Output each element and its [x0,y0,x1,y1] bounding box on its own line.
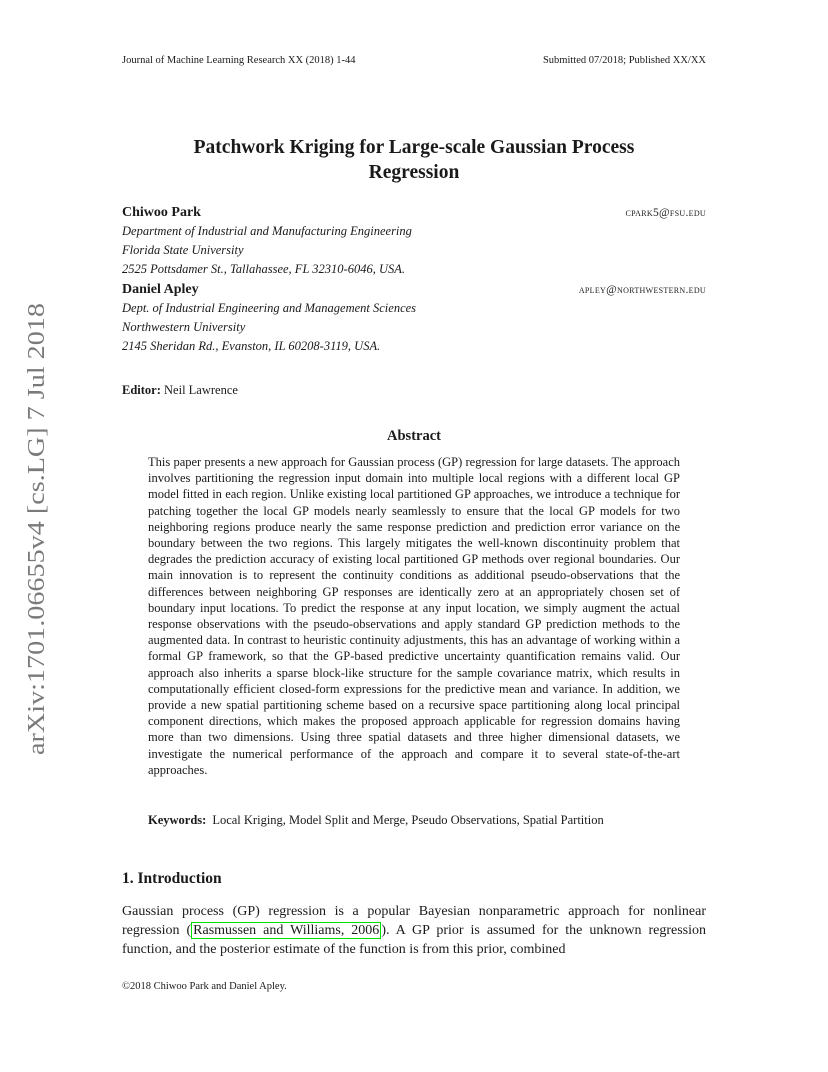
author-name: Chiwoo Park [122,205,201,220]
intro-text: Gaussian process (GP) regression is a popular Bayesian nonparametric approach for nonlinear regression ( [122,904,706,938]
citation-link[interactable]: Rasmussen and Williams, 2006 [193,923,380,938]
copyright-footnote: ©2018 Chiwoo Park and Daniel Apley. [122,981,287,992]
submission-info: Submitted 07/2018; Published XX/XX [542,55,706,66]
author-block-1 [122,205,706,279]
author-affiliation-line: Florida State University [122,243,244,257]
keywords-label: Keywords: [148,813,207,827]
title-line-1: Patchwork Kriging for Large-scale Gaussian Process [193,137,635,158]
arxiv-stamp-text: arXiv:1701.06655v4 [cs.LG] 7 Jul 2018 [24,369,50,755]
intro-text: ). A GP prior is assumed for the unknown regression function, and the posterior estimate of the function is from this prior, combined [122,923,706,957]
author-email[interactable]: cpark5@fsu.edu [625,207,706,219]
arxiv-stamp [22,300,52,760]
keywords [148,812,680,828]
author-name: Daniel Apley [122,282,199,297]
editor-label: Editor: [122,383,161,397]
paper-title [122,135,706,185]
section-heading: 1. Introduction [122,870,222,887]
abstract-heading: Abstract [387,428,441,444]
author-block-2 [122,282,706,356]
keywords-text: Local Kriging, Model Split and Merge, Pseudo Observations, Spatial Partition [212,813,604,827]
author-affiliation-line: Northwestern University [122,320,246,334]
journal-info: Journal of Machine Learning Research XX (2018) 1-44 [122,55,356,66]
editor-line [122,383,238,398]
abstract-text: This paper presents a new approach for Gaussian process (GP) regression for large datasets. The approach involves partitioning the regression input domain into multiple local regions with a different local GP model fitted in each region. Unlike existing local partitioned GP approaches, we introduce a technique for patching together the local GP models nearly seamlessly to ensure that the local GP models for two neighboring regions produce nearly the same response prediction and prediction error variance on the boundary between the two regions. This largely mitigates the well-known discontinuity problem that degrades the prediction accuracy of existing local partitioned GP methods over regional boundaries. Our main innovation is to represent the continuity conditions as additional pseudo-observations that the differences between neighboring GP responses are identically zero at an appropriately chosen set of boundary input locations. To predict the response at any input location, we simply augment the actual response observations with the pseudo-observations and apply standard GP prediction methods to the augmented data. In contrast to heuristic continuity adjustments, this has an advantage of working within a formal GP framework, so that the GP-based predictive uncertainty quantification remains valid. Our approach also inherits a sparse block-like structure for the sample covariance matrix, which results in computationally efficient closed-form expressions for the predictive mean and variance. In addition, we provide a new spatial partitioning scheme based on a recursive space partitioning along local principal component directions, which makes the proposed approach applicable for regression domains having more than two dimensions. Using three spatial datasets and three higher dimensional datasets, we investigate the numerical performance of the approach and compare it to several state-of-the-art approaches. [148,455,680,777]
running-head [122,55,706,66]
author-affiliation-line: Department of Industrial and Manufacturing Engineering [122,224,412,238]
author-email[interactable]: apley@northwestern.edu [578,284,706,296]
title-line-2: Regression [368,162,460,183]
author-affiliation-line: 2525 Pottsdamer St., Tallahassee, FL 32310-6046, USA. [122,262,405,276]
intro-paragraph [122,902,706,959]
author-affiliation-line: Dept. of Industrial Engineering and Management Sciences [122,301,417,315]
author-affiliation-line: 2145 Sheridan Rd., Evanston, IL 60208-3119, USA. [122,339,381,353]
editor-name: Neil Lawrence [164,383,238,397]
